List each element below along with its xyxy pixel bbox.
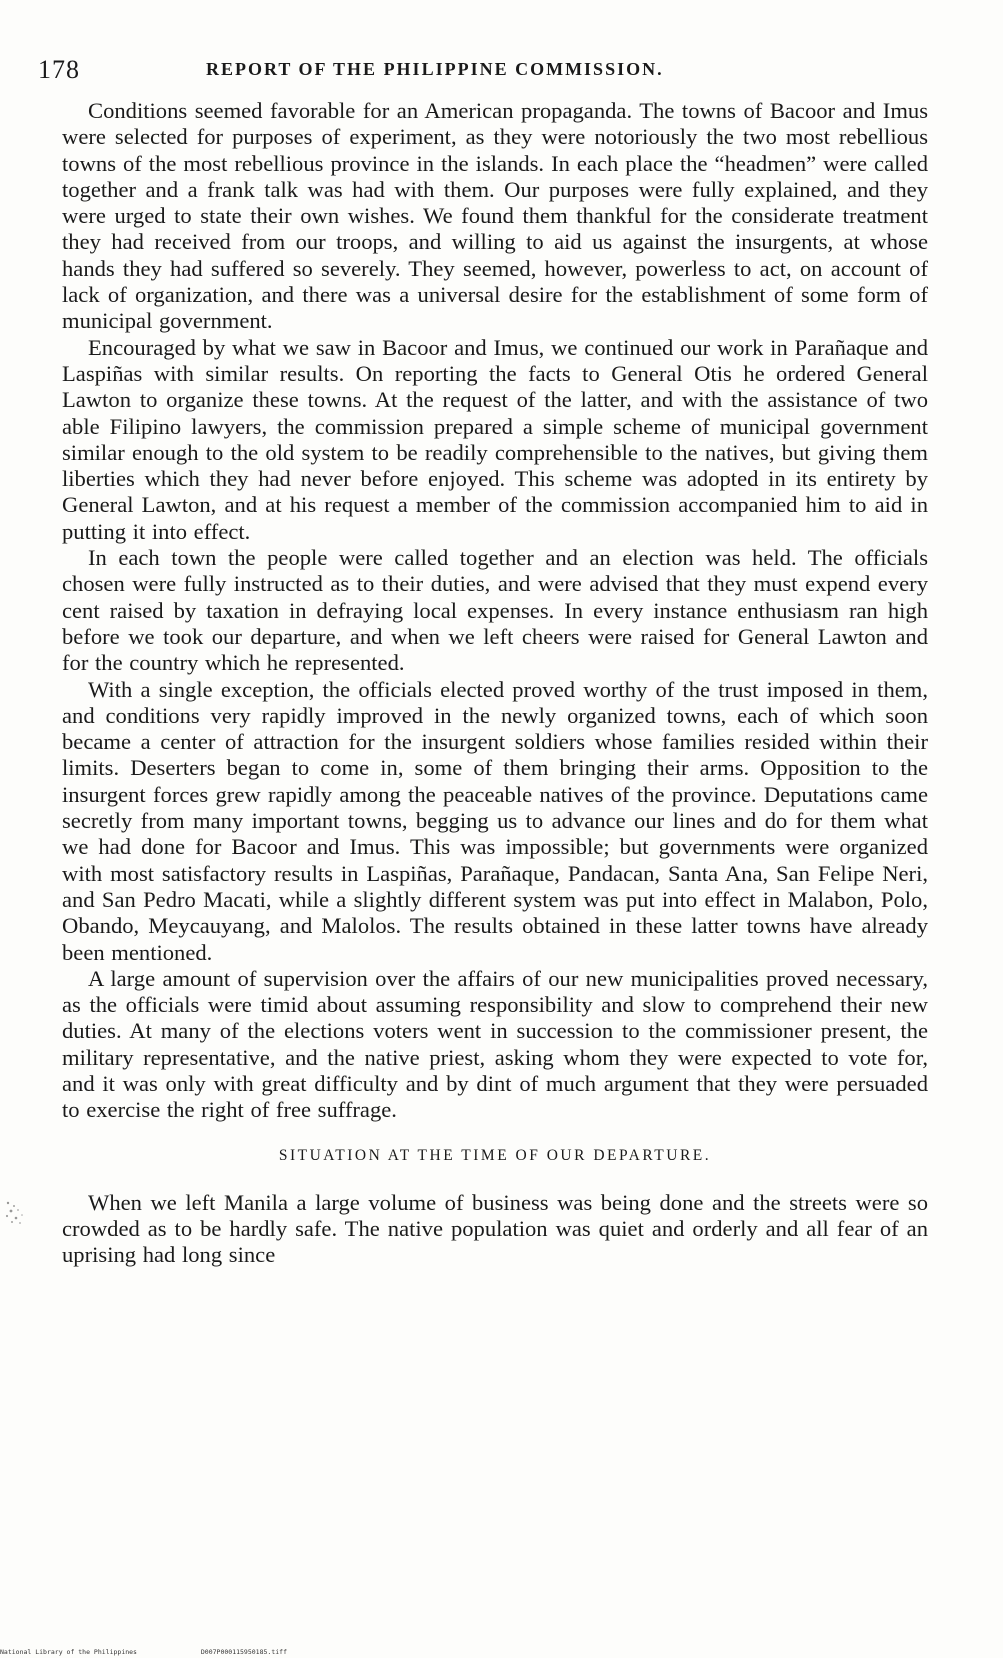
- scan-footer: [0, 1648, 347, 1656]
- paragraph-4: With a single exception, the officials elected proved worthy of the trust imposed in them, and conditions very rapidly improved in the newly organized towns, each of which soon became a center of attraction for the insurgent soldiers whose families resided within their limits. Deserters began to come in, some of them bringing their arms. Opposition to the insurgent forces grew rapidly among the peaceable natives of the province. Deputations came secretly from many important towns, begging us to advance our lines and do for them what we had done for Bacoor and Imus. This was impossible; but governments were organized with most satisfactory results in Laspiñas, Parañaque, Pandacan, Santa Ana, San Felipe Neri, and San Pedro Macati, while a slightly different system was put into effect in Malabon, Polo, Obando, Meycauyang, and Malolos. The results obtained in these latter towns have already been mentioned.: [62, 676, 928, 965]
- footer-library: National Library of the Philippines: [0, 1648, 137, 1656]
- paragraph-5: A large amount of supervision over the affairs of our new municipalities proved necessary, as the officials were timid about assuming responsibility and slow to comprehend their new duties. At many of the elections voters went in succession to the commissioner present, the military representative, and the native priest, asking whom they were expected to vote for, and it was only with great difficulty and by dint of much argument that they were persuaded to exercise the right of free suffrage.: [62, 965, 928, 1123]
- page-number: 178: [38, 55, 80, 84]
- body-text: [62, 98, 928, 1268]
- section-heading: SITUATION AT THE TIME OF OUR DEPARTURE.: [278, 1146, 712, 1164]
- paragraph-3: In each town the people were called together and an election was held. The officials chosen were fully instructed as to their duties, and were advised that they must expend every cent raised by taxation in defraying local expenses. In every instance enthusiasm ran high before we took our departure, and when we left cheers were raised for General Lawton and for the country which he represented.: [62, 545, 928, 676]
- footer-file: D007P000115950185.tiff: [200, 1648, 287, 1656]
- scan-speck-mark: [2, 1198, 28, 1228]
- page-header: [38, 55, 938, 91]
- paragraph-2: Encouraged by what we saw in Bacoor and Imus, we continued our work in Parañaque and Laspiñas with similar results. On reporting the facts to General Otis he ordered General Lawton to organize these towns. At the request of the latter, and with the assistance of two able Filipino lawyers, the commission prepared a simple scheme of municipal government similar enough to the old system to be readily comprehensible to the natives, but giving them liberties which they had never before enjoyed. This scheme was adopted in its entirety by General Lawton, and at his request a member of the commission accompanied him to aid in putting it into effect.: [62, 334, 928, 544]
- paragraph-1: Conditions seemed favorable for an American propaganda. The towns of Bacoor and Imus were selected for purposes of experiment, as they were notoriously the two most rebellious towns of the most rebellious province in the islands. In each place the “headmen” were called together and a frank talk was had with them. Our purposes were fully explained, and they were urged to state their own wishes. We found them thankful for the considerate treatment they had received from our troops, and willing to aid us against the insurgents, at whose hands they had suffered so severely. They seemed, however, powerless to act, on account of lack of organization, and there was a universal desire for the establishment of some form of municipal government.: [62, 98, 928, 334]
- running-head: REPORT OF THE PHILIPPINE COMMISSION.: [206, 59, 664, 79]
- paragraph-6: When we left Manila a large volume of business was being done and the streets were so crowded as to be hardly safe. The native population was quiet and orderly and all fear of an uprising had long since: [62, 1189, 928, 1268]
